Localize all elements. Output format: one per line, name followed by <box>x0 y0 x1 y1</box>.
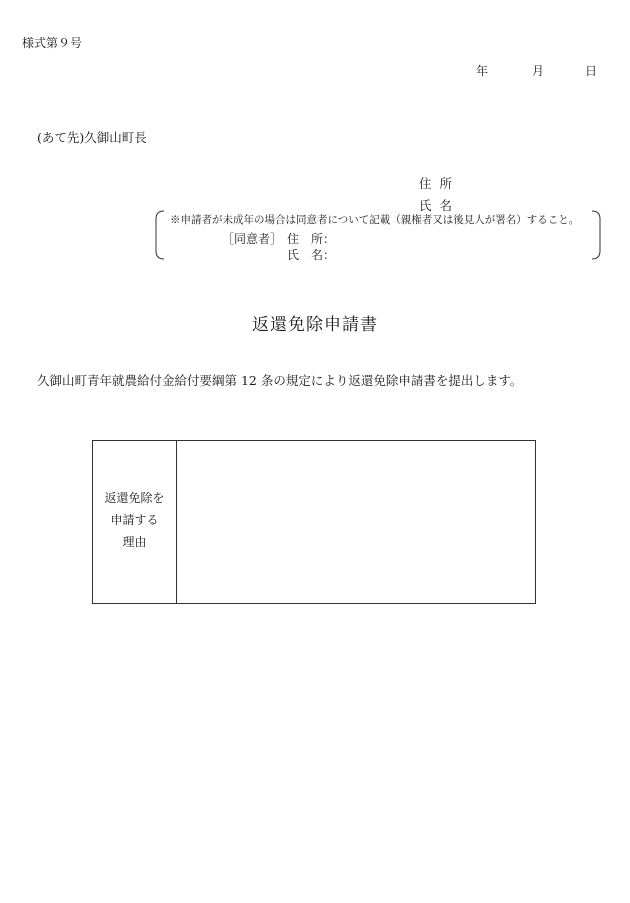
consent-note: ※申請者が未成年の場合は同意者について記載（親権者又は後見人が署名）すること。 <box>170 214 580 226</box>
consent-address-label: 住 所： <box>287 232 336 246</box>
reason-table <box>92 440 536 604</box>
date-year-label: 年 <box>476 64 489 78</box>
document-title: 返還免除申請書 <box>252 315 378 335</box>
consent-name-label: 氏 名： <box>287 248 336 262</box>
applicant-name-label: 氏名 <box>419 198 461 213</box>
body-statement: 久御山町青年就農給付金給付要綱第 12 条の規定により返還免除申請書を提出します。 <box>37 373 523 388</box>
consent-label: ［同意者］ <box>222 232 283 246</box>
applicant-address-label: 住所 <box>419 176 461 191</box>
reason-label: 返還免除を 申請する 理由 <box>104 491 165 549</box>
form-number: 様式第９号 <box>22 36 83 50</box>
reason-label-cell <box>93 441 177 603</box>
addressee: (あて先)久御山町長 <box>37 130 147 145</box>
reason-content-cell[interactable] <box>177 441 535 603</box>
date-day-label: 日 <box>585 64 598 78</box>
date-month-label: 月 <box>532 64 545 78</box>
